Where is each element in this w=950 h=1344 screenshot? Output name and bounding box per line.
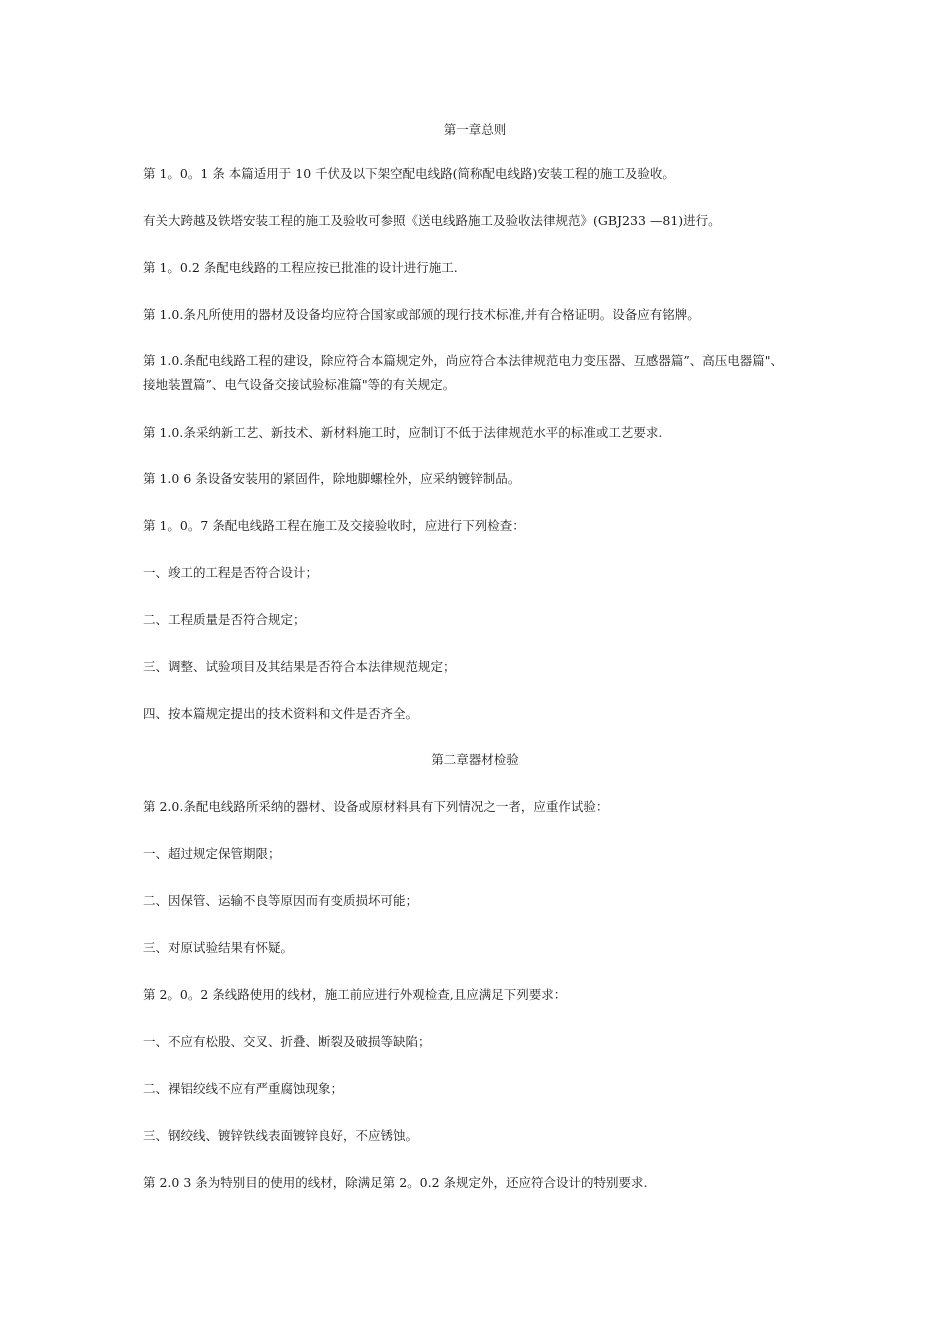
article-1-0-3: 第 1.0.条凡所使用的器材及设备均应符合国家或部颁的现行技术标准,并有合格证明。设备应有铭牌。: [143, 307, 700, 322]
chapter-2-title: 第二章器材检验: [431, 752, 519, 767]
article-2-0-2: 第 2。0。2 条线路使用的线材，施工前应进行外观检查,且应满足下列要求：: [143, 987, 567, 1002]
check-item-4: 四、按本篇规定提出的技术资料和文件是否齐全。: [143, 706, 419, 721]
chapter-1-title: 第一章总则: [443, 122, 507, 137]
retest-item-1: 一、超过规定保管期限；: [143, 846, 281, 861]
check-item-1: 一、竣工的工程是否符合设计；: [143, 565, 319, 580]
check-item-3: 三、调整、试验项目及其结果是否符合本法律规范规定；: [143, 659, 456, 674]
article-1-0-6: 第 1.0 6 条设备安装用的紧固件，除地脚螺栓外，应采纳镀锌制品。: [143, 471, 521, 486]
wire-req-1: 一、不应有松股、交叉、折叠、断裂及破损等缺陷；: [143, 1034, 431, 1049]
article-1-0-7: 第 1。0。7 条配电线路工程在施工及交接验收时，应进行下列检查：: [143, 518, 525, 533]
wire-req-3: 三、钢绞线、镀锌铁线表面镀锌良好，不应锈蚀。: [143, 1128, 419, 1143]
article-1-0-1: 第 1。0。1 条 本篇适用于 10 千伏及以下架空配电线路(简称配电线路)安装工程的施工及验收。: [143, 166, 675, 181]
article-1-0-5: 第 1.0.条采纳新工艺、新技术、新材料施工时，应制订不低于法律规范水平的标准或工艺要求.: [143, 425, 663, 440]
article-1-0-4-line1: 第 1.0.条配电线路工程的建设，除应符合本篇规定外，尚应符合本法律规范电力变压器、互感器篇”、高压电器篇"、: [143, 353, 783, 368]
article-1-0-2: 第 1。0.2 条配电线路的工程应按已批准的设计进行施工.: [143, 260, 458, 275]
article-2-0-3: 第 2.0 3 条为特别目的使用的线材，除满足第 2。0.2 条规定外，还应符合设计的特别要求.: [143, 1175, 648, 1190]
article-1-0-1-note: 有关大跨越及铁塔安装工程的施工及验收可参照《送电线路施工及验收法律规范》(GBJ233 —81)进行。: [143, 213, 721, 228]
retest-item-2: 二、因保管、运输不良等原因而有变质损坏可能；: [143, 893, 419, 908]
check-item-2: 二、工程质量是否符合规定；: [143, 612, 306, 627]
wire-req-2: 二、裸铝绞线不应有严重腐蚀现象；: [143, 1081, 344, 1096]
retest-item-3: 三、对原试验结果有怀疑。: [143, 940, 294, 955]
article-2-0-1: 第 2.0.条配电线路所采纳的器材、设备或原材料具有下列情况之一者，应重作试验：: [143, 799, 609, 814]
article-1-0-4-line2: 接地装置篇”、电气设备交接试验标准篇"等的有关规定。: [143, 377, 456, 392]
